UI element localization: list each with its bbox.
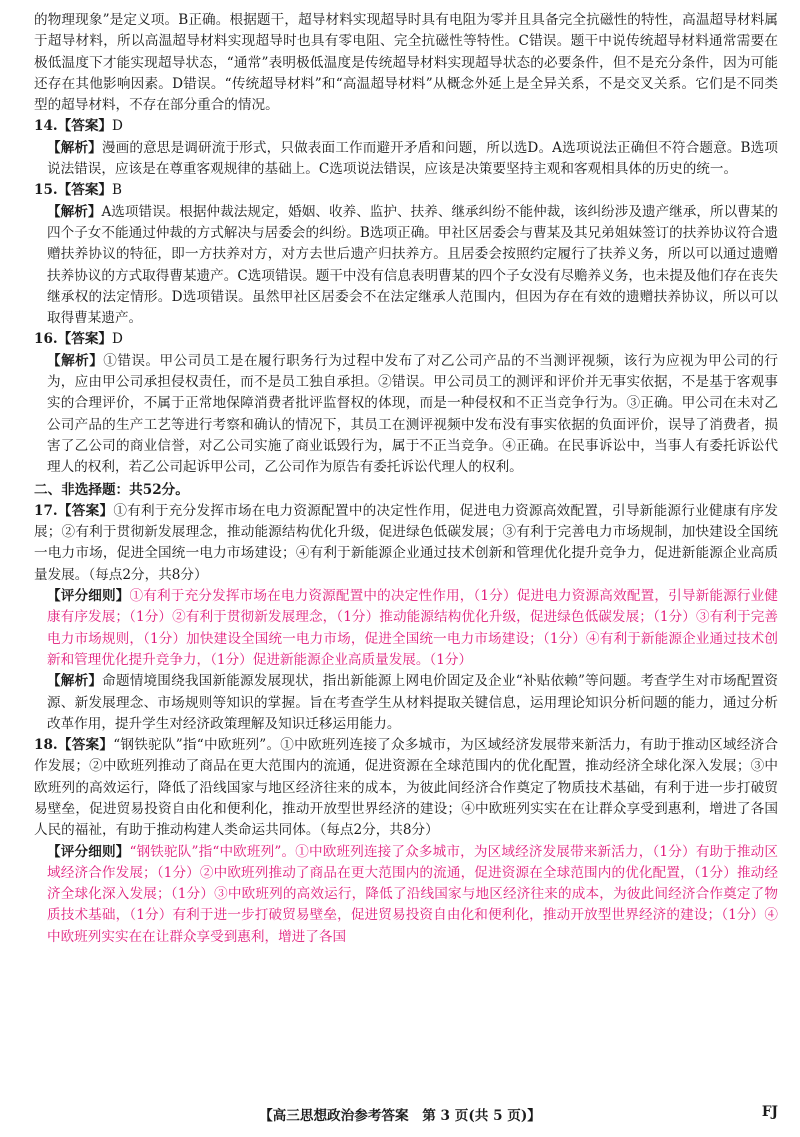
q17-explanation [34, 671, 778, 735]
q16-explanation-label: 【解析】 [47, 352, 104, 369]
q16-explanation [34, 351, 778, 479]
q15-explanation [34, 202, 778, 330]
page-footer [0, 1104, 800, 1128]
q18-answer-label: 【答案】 [57, 737, 114, 754]
q15-explanation-text: A选项错误。根据仲裁法规定，婚姻、收养、监护、扶养、继承纠纷不能仲裁，该纠纷涉及遗产继承，所以曹某的四个子女不能通过仲裁的方式解决与居委会的纠纷。B选项正确。甲社区居委会与曹某及其兄弟姐妹签订的扶养协议符合遗赠扶养协议的特征，即一方扶养对方，对方去世后遗产归扶养方。且居委会按照约定履行了扶养义务，所以可以通过遗赠扶养协议的方式取得曹某遗产。C选项错误。题干中没有信息表明曹某的四个子女没有尽赡养义务，也未提及他们存在丧失继承权的法定情形。D选项错误。虽然甲社区居委会不在法定继承人范围内，但因为存在有效的遗赠扶养协议，所以可以取得曹某遗产。 [47, 203, 778, 327]
section-title: 二、非选择题：共52分。 [34, 481, 189, 498]
continued-explanation: 的物理现象”是定义项。B正确。根据题干，超导材料实现超导时具有电阻为零并且具备完全抗磁性的特性，高温超导材料属于超导材料，所以高温超导材料实现超导时也具有零电阻、完全抗磁性等特性。C错误。题干中说传统超导材料通常需要在极低温度下才能实现超导状态，“通常”表明极低温度是传统超导材料实现超导状态的必要条件，但不是充分条件，因为可能还存在其他影响因素。D错误。“传统超导材料”和“高温超导材料”从概念外延上是全异关系，不是交叉关系。它们是不同类型的超导材料，不存在部分重合的情况。 [34, 12, 778, 114]
q17-answer-label: 【答案】 [57, 502, 114, 519]
q16-answer-label: 【答案】 [57, 331, 113, 348]
q14-explanation-text: 漫画的意思是调研流于形式，只做表面工作而避开矛盾和问题，所以选D。A选项说法正确但不符合题意。B选项说法错误，应该是在尊重客观规律的基础上。C选项说法错误，应该是决策要坚持主观和客观相具体的历史的统一。 [47, 139, 779, 178]
q17-explanation-text: 命题情境围绕我国新能源发展现状，指出新能源上网电价固定及企业“补贴依赖”等问题。考查学生对市场配置资源、新发展理念、市场规则等知识的掌握。旨在考查学生从材料提取关键信息，运用理论知识分析问题的能力，通过分析改革作用，提升学生对经济政策理解及知识迁移运用能力。 [47, 673, 778, 732]
q16-answer-value: D [112, 331, 123, 348]
q14-number: 14. [34, 118, 58, 135]
q15-explanation-label: 【解析】 [47, 203, 102, 220]
q15-number: 15. [34, 182, 58, 199]
q16-explanation-text: ①错误。甲公司员工是在履行职务行为过程中发布了对乙公司产品的不当测评视频，该行为应视为甲公司的行为，应由甲公司承担侵权责任，而不是员工独自承担。②错误。甲公司员工的测评和评价并无事实依据，不是基于客观事实的合理评价，不属于正常地保障消费者批评监督权的体现，而是一种侵权和不正当竞争行为。③正确。甲公司在未对乙公司产品的生产工艺等进行考察和确认的情况下，其员工在测评视频中发布没有事实依据的负面评价，误导了消费者，损害了乙公司的商业信誉，对乙公司实施了商业诋毁行为，属于不正当竞争。④正确。在民事诉讼中，当事人有委托诉讼代理人的权利，若乙公司起诉甲公司，乙公司作为原告有委托诉讼代理人的权利。 [47, 352, 779, 476]
q15-answer-value: B [112, 182, 123, 199]
q17-answer-text: ①有利于充分发挥市场在电力资源配置中的决定性作用，促进电力资源高效配置，引导新能源行业健康有序发展；②有利于贯彻新发展理念，推动能源结构优化升级，促进绿色低碳发展；③有利于完善电力市场规制，加快建设全国统一电力市场，促进全国统一电力市场建设；④有利于新能源企业通过技术创新和管理优化提升竞争力，促进新能源企业高质量发展。（每点2分，共8分） [34, 502, 778, 583]
q14-answer [34, 116, 778, 137]
q17-answer [34, 501, 778, 586]
q15-answer-label: 【答案】 [57, 182, 113, 199]
q18-answer-text: “钢铁驼队”指“中欧班列”。①中欧班列连接了众多城市，为区域经济发展带来新活力，有助于推动区域经济合作发展；②中欧班列推动了商品在更大范围内的流通，促进资源在全球范围内的优化配置，推动经济全球化深入发展；③中欧班列的高效运行，降低了沿线国家与地区经济往来的成本，为彼此间经济合作奠定了物质技术基础，有利于进一步打破贸易壁垒，促进贸易投资自由化和便利化，推动开放型世界经济的建设；④中欧班列实实在在让群众享受到惠利，增进了各国人民的福祉，有助于推动构建人类命运共同体。（每点2分，共8分） [34, 737, 779, 839]
q14-answer-value: D [112, 118, 123, 135]
answer-page [34, 10, 778, 948]
q18-rubric [34, 842, 778, 948]
q16-answer [34, 329, 778, 350]
q14-explanation-label: 【解析】 [47, 139, 102, 156]
q18-answer [34, 735, 778, 841]
q16-number: 16. [34, 331, 58, 348]
footer-region-code: FJ [761, 1104, 778, 1120]
q17-explanation-label: 【解析】 [47, 673, 103, 690]
q17-number: 17. [34, 502, 58, 519]
q17-rubric [34, 586, 778, 671]
q14-explanation [34, 138, 778, 181]
footer-page-info: 【高三思想政治参考答案 第 3 页(共 5 页)】 [259, 1108, 541, 1124]
q17-rubric-text: ①有利于充分发挥市场在电力资源配置中的决定性作用，（1分）促进电力资源高效配置，引导新能源行业健康有序发展；（1分）②有利于贯彻新发展理念，（1分）推动能源结构优化升级，促进绿色低碳发展；（1分）③有利于完善电力市场规则，（1分）加快建设全国统一电力市场，促进全国统一电力市场建设；（1分）④有利于新能源企业通过技术创新和管理优化提升竞争力，（1分）促进新能源企业高质量发展。（1分） [47, 588, 778, 668]
q15-answer [34, 180, 778, 201]
q18-number: 18. [34, 737, 58, 754]
q18-rubric-label: 【评分细则】 [47, 843, 130, 860]
q17-rubric-label: 【评分细则】 [47, 588, 130, 605]
q18-rubric-text: “钢铁驼队”指“中欧班列”。①中欧班列连接了众多城市，为区域经济发展带来新活力，（1分）有助于推动区域经济合作发展；（1分）②中欧班列推动了商品在更大范围内的流通，促进资源在全球范围内的优化配置，（1分）推动经济全球化深入发展；（1分）③中欧班列的高效运行，降低了沿线国家与地区经济往来的成本，为彼此间经济合作奠定了物质技术基础，（1分）有利于进一步打破贸易壁垒，促进贸易投资自由化和便利化，推动开放型世界经济的建设；（1分）④中欧班列实实在在让群众享受到惠利，增进了各国 [47, 843, 778, 945]
q14-answer-label: 【答案】 [57, 118, 113, 135]
